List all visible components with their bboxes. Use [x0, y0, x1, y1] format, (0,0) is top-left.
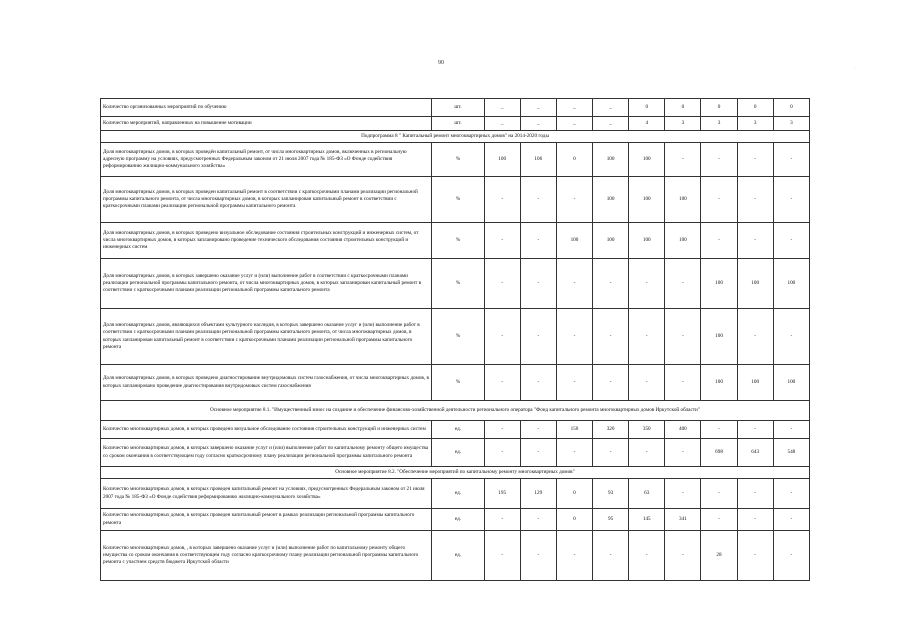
value-cell: 106: [520, 143, 556, 177]
value-cell: 100: [629, 143, 665, 177]
unit-cell: ед.: [432, 439, 484, 467]
value-cell: 0: [737, 99, 773, 117]
value-cell: -: [484, 509, 520, 531]
unit-cell: шт.: [432, 99, 484, 117]
page-number: 90: [438, 60, 444, 66]
value-cell: -: [593, 531, 629, 581]
indicator-name: Доля многоквартирных домов, в которых завершено оказание услуг и (или) выполнение работ в соответствии с краткосрочными планами реализации региональной программы капитального ремонта, от числа многоквартирных домов, в которых запланирован капитальный ремонт в соответствии с краткосрочными планами реализации региональной программы капитального ремонта: [101, 259, 432, 309]
value-cell: -: [665, 143, 701, 177]
unit-cell: %: [432, 309, 484, 365]
value-cell: 100: [665, 177, 701, 223]
section-heading: Основное мероприятие 8.1. "Имущественный взнос на создание и обеспечение финансово-хозяйственной деятельности регионального оператора "Фонд капитального ремонта многоквартирных домов Иркутской области": [101, 401, 810, 421]
value-cell: 28: [701, 531, 737, 581]
table-row: [101, 143, 810, 177]
value-cell: -: [773, 309, 809, 365]
section-heading-row: [101, 467, 810, 479]
value-cell: 0: [773, 99, 809, 117]
value-cell: 129: [520, 479, 556, 509]
table-row: [101, 479, 810, 509]
value-cell: -: [484, 309, 520, 365]
value-cell: _: [556, 117, 592, 131]
value-cell: -: [593, 365, 629, 401]
value-cell: -: [665, 479, 701, 509]
value-cell: 100: [737, 259, 773, 309]
value-cell: -: [737, 509, 773, 531]
value-cell: -: [629, 365, 665, 401]
value-cell: _: [556, 99, 592, 117]
value-cell: 100: [593, 177, 629, 223]
value-cell: _: [593, 99, 629, 117]
value-cell: 100: [773, 259, 809, 309]
value-cell: 100: [593, 223, 629, 259]
value-cell: -: [737, 309, 773, 365]
value-cell: -: [701, 479, 737, 509]
value-cell: _: [484, 117, 520, 131]
value-cell: -: [665, 259, 701, 309]
value-cell: -: [737, 223, 773, 259]
value-cell: _: [593, 117, 629, 131]
unit-cell: %: [432, 259, 484, 309]
indicator-name: Количество многоквартирных домов, в которых завершено оказание услуг и (или) выполнение работ по капитальному ремонту общего имущества со сроком окончания в соответствующем году согласно краткосрочному плану реализации региональной программы капитального ремонта: [101, 439, 432, 467]
value-cell: -: [773, 531, 809, 581]
value-cell: 548: [773, 439, 809, 467]
value-cell: -: [556, 531, 592, 581]
value-cell: -: [520, 223, 556, 259]
table-row: [101, 223, 810, 259]
value-cell: 0: [556, 143, 592, 177]
unit-cell: %: [432, 143, 484, 177]
indicator-name: Доля многоквартирных домов, в которых проведено диагностирование внутридомовых систем газоснабжения, от числа многоквартирных домов, в которых запланировано проведение диагностирования внутридомовых систем газоснабжения: [101, 365, 432, 401]
value-cell: -: [593, 259, 629, 309]
unit-cell: шт.: [432, 117, 484, 131]
table-row: [101, 117, 810, 131]
value-cell: -: [520, 509, 556, 531]
value-cell: -: [520, 365, 556, 401]
value-cell: -: [520, 531, 556, 581]
table-row: [101, 259, 810, 309]
value-cell: -: [520, 421, 556, 439]
value-cell: 63: [629, 479, 665, 509]
value-cell: 400: [665, 421, 701, 439]
value-cell: 3: [665, 117, 701, 131]
unit-cell: ед.: [432, 479, 484, 509]
value-cell: -: [520, 177, 556, 223]
value-cell: 100: [665, 223, 701, 259]
indicators-table: [100, 98, 810, 581]
value-cell: 150: [556, 421, 592, 439]
indicator-name: Количество многоквартирных домов, в которых проведено визуальное обследование состояния строительных конструкций и инженерных систем: [101, 421, 432, 439]
table-row: [101, 177, 810, 223]
value-cell: -: [520, 439, 556, 467]
value-cell: 0: [629, 99, 665, 117]
value-cell: -: [484, 421, 520, 439]
value-cell: -: [629, 439, 665, 467]
indicator-name: Количество мероприятий, направленных на повышение мотивации: [101, 117, 432, 131]
value-cell: 145: [629, 509, 665, 531]
value-cell: -: [556, 365, 592, 401]
value-cell: _: [520, 117, 556, 131]
value-cell: -: [484, 531, 520, 581]
value-cell: _: [520, 99, 556, 117]
value-cell: -: [484, 177, 520, 223]
value-cell: 100: [629, 223, 665, 259]
value-cell: 4: [629, 117, 665, 131]
table-row: [101, 99, 810, 117]
value-cell: -: [556, 439, 592, 467]
value-cell: 100: [701, 365, 737, 401]
value-cell: -: [484, 223, 520, 259]
value-cell: -: [484, 439, 520, 467]
indicator-name: Доля многоквартирных домов, в которых проведено визуальное обследование состояния строительных конструкций и инженерных систем, от числа многоквартирных домов, в которых запланировано проведение технического обследования состояния строительных конструкций и инженерных систем: [101, 223, 432, 259]
section-heading: Подпрограмма 8 " Капитальный ремонт многоквартирных домов" на 2014-2020 годы: [101, 131, 810, 143]
value-cell: -: [737, 143, 773, 177]
value-cell: -: [737, 421, 773, 439]
value-cell: -: [629, 531, 665, 581]
value-cell: -: [665, 365, 701, 401]
unit-cell: ед.: [432, 531, 484, 581]
value-cell: -: [701, 177, 737, 223]
table-row: [101, 309, 810, 365]
value-cell: -: [773, 479, 809, 509]
value-cell: -: [665, 309, 701, 365]
section-heading-row: [101, 401, 810, 421]
value-cell: -: [701, 421, 737, 439]
value-cell: 100: [773, 365, 809, 401]
unit-cell: %: [432, 177, 484, 223]
value-cell: -: [520, 309, 556, 365]
unit-cell: ед.: [432, 421, 484, 439]
value-cell: 350: [629, 421, 665, 439]
value-cell: -: [665, 439, 701, 467]
value-cell: -: [484, 365, 520, 401]
value-cell: 0: [665, 99, 701, 117]
indicator-name: Количество организованных мероприятий по обучению: [101, 99, 432, 117]
table-row: [101, 365, 810, 401]
value-cell: 643: [737, 439, 773, 467]
indicator-name: Доля многоквартирных домов, являющихся объектами культурного наследия, в которых завершено оказание услуг и (или) выполнение работ в соответствии с краткосрочными планами реализации региональной программы капитального ремонта, от числа многоквартирных домов, в которых запланирован капитальный ремонт в соответствии с краткосрочными планами реализации региональной программы капитального ремонта: [101, 309, 432, 365]
indicator-name: Количество многоквартирных домов, , в которых завершено оказание услуг и (или) выполнение работ по капитальному ремонту общего имущества со сроком окончания в соответствующем году согласно краткосрочному плану реализации региональной программы капитального ремонта с участием средств бюджета Иркутской области: [101, 531, 432, 581]
value-cell: 698: [701, 439, 737, 467]
table-row: [101, 509, 810, 531]
value-cell: -: [737, 177, 773, 223]
value-cell: 100: [701, 309, 737, 365]
value-cell: -: [556, 259, 592, 309]
value-cell: -: [701, 223, 737, 259]
value-cell: -: [737, 479, 773, 509]
value-cell: -: [629, 259, 665, 309]
unit-cell: ед.: [432, 509, 484, 531]
table-row: [101, 421, 810, 439]
value-cell: -: [773, 509, 809, 531]
corner-mark: ·: [854, 66, 856, 71]
value-cell: 3: [737, 117, 773, 131]
value-cell: 3: [701, 117, 737, 131]
value-cell: -: [773, 177, 809, 223]
value-cell: -: [773, 223, 809, 259]
value-cell: 320: [593, 421, 629, 439]
unit-cell: %: [432, 223, 484, 259]
value-cell: 100: [737, 365, 773, 401]
value-cell: -: [773, 143, 809, 177]
value-cell: -: [556, 309, 592, 365]
unit-cell: %: [432, 365, 484, 401]
value-cell: 0: [701, 99, 737, 117]
value-cell: 100: [629, 177, 665, 223]
section-heading-row: [101, 131, 810, 143]
value-cell: -: [737, 531, 773, 581]
value-cell: 3: [773, 117, 809, 131]
value-cell: -: [665, 531, 701, 581]
value-cell: 100: [484, 143, 520, 177]
value-cell: 195: [484, 479, 520, 509]
value-cell: 0: [556, 509, 592, 531]
value-cell: 100: [593, 143, 629, 177]
value-cell: -: [593, 439, 629, 467]
value-cell: 341: [665, 509, 701, 531]
value-cell: 93: [593, 479, 629, 509]
value-cell: 0: [556, 479, 592, 509]
table-row: [101, 531, 810, 581]
value-cell: 100: [701, 259, 737, 309]
value-cell: 95: [593, 509, 629, 531]
value-cell: -: [629, 309, 665, 365]
value-cell: -: [773, 421, 809, 439]
indicator-name: Количество многоквартирных домов, в которых проведен капитальный ремонт на условиях, предусмотренных Федеральным законом от 21 июля 2007 года № 185-ФЗ «О Фонде содействия реформированию жилищно-коммунального хозяйства»: [101, 479, 432, 509]
value-cell: _: [484, 99, 520, 117]
value-cell: -: [701, 509, 737, 531]
value-cell: -: [593, 309, 629, 365]
value-cell: -: [520, 259, 556, 309]
value-cell: -: [484, 259, 520, 309]
value-cell: -: [701, 143, 737, 177]
indicator-name: Доля многоквартирных домов, в которых проведён капитальный ремонт, от числа многоквартирных домов, включенных в региональную адресную программу на условиях, предусмотренных Федеральным законом от 21 июля 2007 года № 185-ФЗ «О Фонде содействия реформированию жилищно-коммунального хозяйства»: [101, 143, 432, 177]
table-row: [101, 439, 810, 467]
indicator-name: Количество многоквартирных домов, в которых проведен капитальный ремонт в рамках реализации региональной программы капитального ремонта: [101, 509, 432, 531]
indicator-name: Доля многоквартирных домов, в которых проведен капитальный ремонт в соответствии с краткосрочными планами реализации региональной программы капитального ремонта, от числа многоквартирных домов, в которых запланирован капитальный ремонт в соответствии с краткосрочными планами реализации региональной программы капитального ремонта: [101, 177, 432, 223]
section-heading: Основное мероприятие 8.2. "Обеспечение мероприятий по капитальному ремонту многоквартирных домов": [101, 467, 810, 479]
value-cell: -: [556, 177, 592, 223]
value-cell: 100: [556, 223, 592, 259]
